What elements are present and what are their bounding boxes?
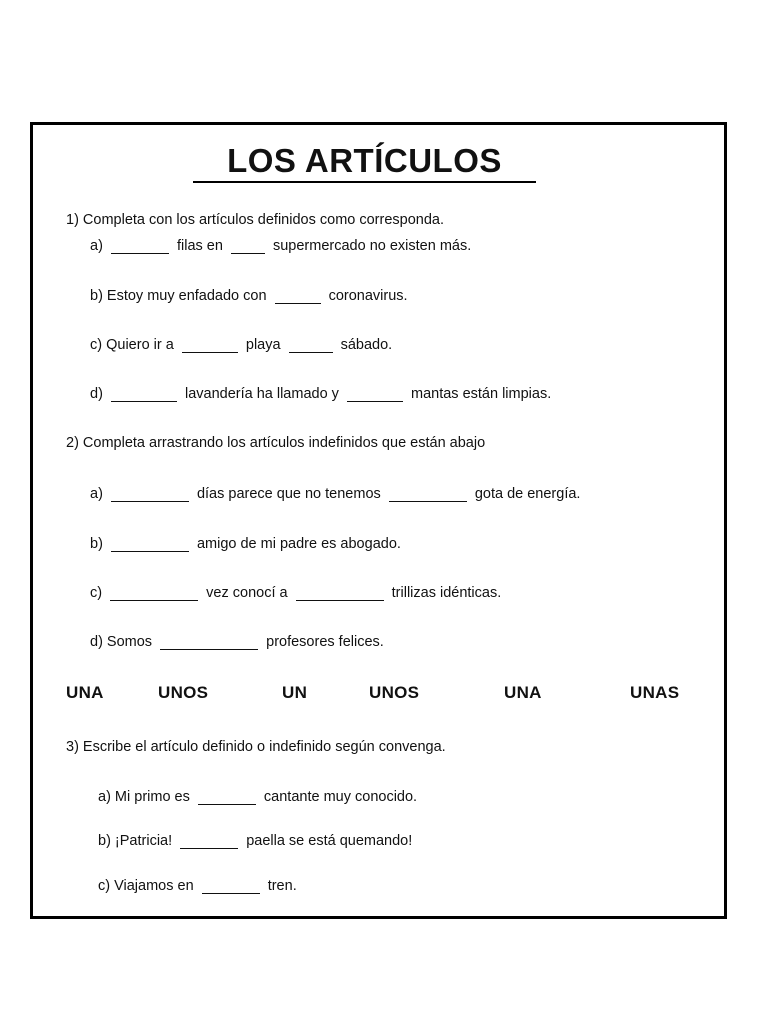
word-bank-una-2[interactable]: UNA — [504, 683, 542, 702]
answer-3b-blank-1[interactable] — [180, 834, 238, 849]
answer-1b-blank-1[interactable] — [275, 289, 321, 304]
exercise-1b — [90, 287, 408, 305]
answer-1a-blank-2[interactable] — [231, 239, 265, 254]
item-text: amigo de mi padre es abogado. — [196, 536, 401, 552]
exercise-2c — [90, 584, 501, 602]
item-label: a) — [90, 238, 103, 254]
exercise-2b — [90, 535, 401, 553]
section3-heading: 3) Escribe el artículo definido o indefinido según convenga. — [66, 739, 446, 755]
item-text: supermercado no existen más. — [272, 238, 472, 254]
exercise-1a — [90, 237, 471, 255]
item-text: sábado. — [340, 337, 393, 353]
item-label: c) Viajamos en — [98, 878, 194, 894]
worksheet — [30, 122, 727, 919]
item-text: playa — [245, 337, 281, 353]
answer-1d-blank-1[interactable] — [111, 387, 177, 402]
exercise-3b — [98, 832, 412, 850]
answer-3a-blank-1[interactable] — [198, 790, 256, 805]
item-text: lavandería ha llamado y — [184, 386, 339, 402]
exercise-3c — [98, 877, 297, 895]
item-label: c) Quiero ir a — [90, 337, 174, 353]
item-text: mantas están limpias. — [411, 386, 552, 402]
exercise-1c — [90, 336, 392, 354]
answer-1c-blank-1[interactable] — [182, 338, 238, 353]
item-label: a) — [90, 486, 103, 502]
answer-2c-blank-2[interactable] — [296, 586, 384, 601]
item-text: cantante muy conocido. — [263, 789, 418, 805]
answer-2b-blank-1[interactable] — [111, 537, 189, 552]
item-text: gota de energía. — [474, 486, 581, 502]
exercise-2d — [90, 633, 384, 651]
item-label: b) — [90, 536, 103, 552]
item-label: b) Estoy muy enfadado con — [90, 288, 267, 304]
item-label: d) Somos — [90, 634, 153, 650]
exercise-1d — [90, 385, 551, 403]
answer-2d-blank-1[interactable] — [160, 635, 258, 650]
item-text: filas en — [176, 238, 223, 254]
answer-1c-blank-2[interactable] — [289, 338, 333, 353]
answer-2a-blank-2[interactable] — [389, 487, 467, 502]
item-text: profesores felices. — [266, 634, 384, 650]
answer-2a-blank-1[interactable] — [111, 487, 189, 502]
word-bank-unos-1[interactable]: UNOS — [158, 683, 209, 702]
exercise-2a — [90, 485, 580, 503]
word-bank-unos-2[interactable]: UNOS — [369, 683, 420, 702]
item-label: b) ¡Patricia! — [98, 833, 173, 849]
section2-heading: 2) Completa arrastrando los artículos indefinidos que están abajo — [66, 435, 486, 451]
section1-heading: 1) Completa con los artículos definidos como corresponda. — [66, 212, 444, 228]
answer-3c-blank-1[interactable] — [202, 879, 260, 894]
item-label: c) — [90, 585, 103, 601]
word-bank-unas[interactable]: UNAS — [630, 683, 680, 702]
item-label: a) Mi primo es — [98, 789, 190, 805]
item-text: tren. — [267, 878, 297, 894]
item-text: coronavirus. — [328, 288, 408, 304]
word-bank-una-1[interactable]: UNA — [66, 683, 104, 702]
item-label: d) — [90, 386, 103, 402]
answer-2c-blank-1[interactable] — [110, 586, 198, 601]
item-text: días parece que no tenemos — [196, 486, 381, 502]
page-title: LOS ARTÍCULOS — [193, 141, 536, 183]
item-text: vez conocí a — [206, 585, 288, 601]
exercise-3a — [98, 788, 417, 806]
item-text: trillizas idénticas. — [391, 585, 502, 601]
answer-1d-blank-2[interactable] — [347, 387, 403, 402]
answer-1a-blank-1[interactable] — [111, 239, 169, 254]
word-bank-un[interactable]: UN — [282, 683, 308, 702]
item-text: paella se está quemando! — [246, 833, 413, 849]
